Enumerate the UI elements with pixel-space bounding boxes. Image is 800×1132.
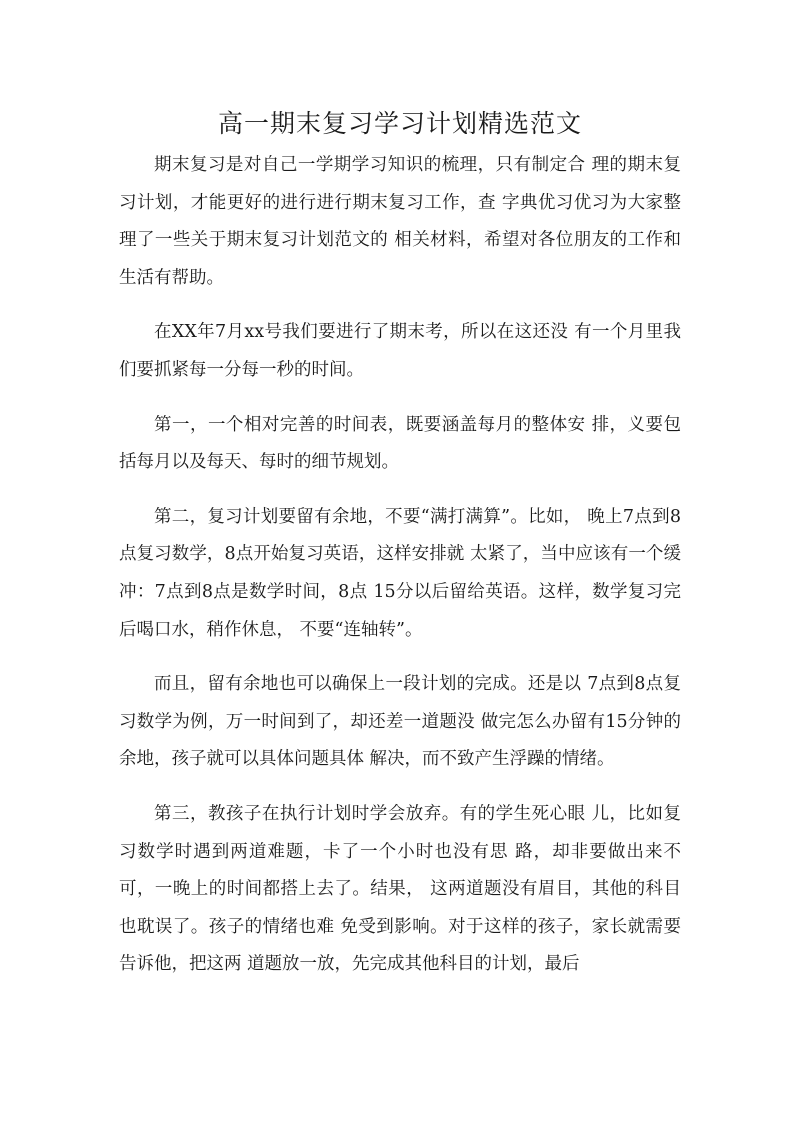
document-body xyxy=(119,147,681,1001)
document-title: 高一期末复习学习计划精选范文 xyxy=(217,109,582,138)
paragraph: 期末复习是对自己一学期学习知识的梳理，只有制定合 理的期末复习计划，才能更好的进行进行期末复习工作，查 字典优习优习为大家整理了一些关于期末复习计划范文的 相关材料，希望对各位朋友的工作和生活有帮助。 xyxy=(119,155,681,288)
paragraph: 第二，复习计划要留有余地，不要“满打满算”。比如， 晚上7点到8点复习数学，8点开始复习英语，这样安排就 太紧了，当中应该有一个缓冲：7点到8点是数学时间，8点 15分以后留给英语。这样，数学复习完后喝口水，稍作休息， 不要“连轴转”。 xyxy=(119,506,681,640)
paragraph: 第三，教孩子在执行计划时学会放弃。有的学生死心眼 儿，比如复习数学时遇到两道难题，卡了一个小时也没有思 路，却非要做出来不可，一晚上的时间都搭上去了。结果， 这两道题没有眉目，其他的科目也耽误了。孩子的情绪也难 免受到影响。对于这样的孩子，家长就需要告诉他，把这两 道题放一放，先完成其他科目的计划，最后 xyxy=(119,803,681,975)
paragraph: 第一，一个相对完善的时间表，既要涵盖每月的整体安 排，义要包括每月以及每天、每时的细节规划。 xyxy=(119,414,681,473)
paragraph: 而且，留有余地也可以确保上一段计划的完成。还是以 7点到8点复习数学为例，万一时间到了，却还差一道题没 做完怎么办留有15分钟的余地，孩子就可以具体问题具体 解决，而不致产生浮躁的情绪。 xyxy=(119,674,681,770)
paragraph: 在XX年7月xx号我们要进行了期末考，所以在这还没 有一个月里我们要抓紧每一分每一秒的时间。 xyxy=(119,322,681,380)
